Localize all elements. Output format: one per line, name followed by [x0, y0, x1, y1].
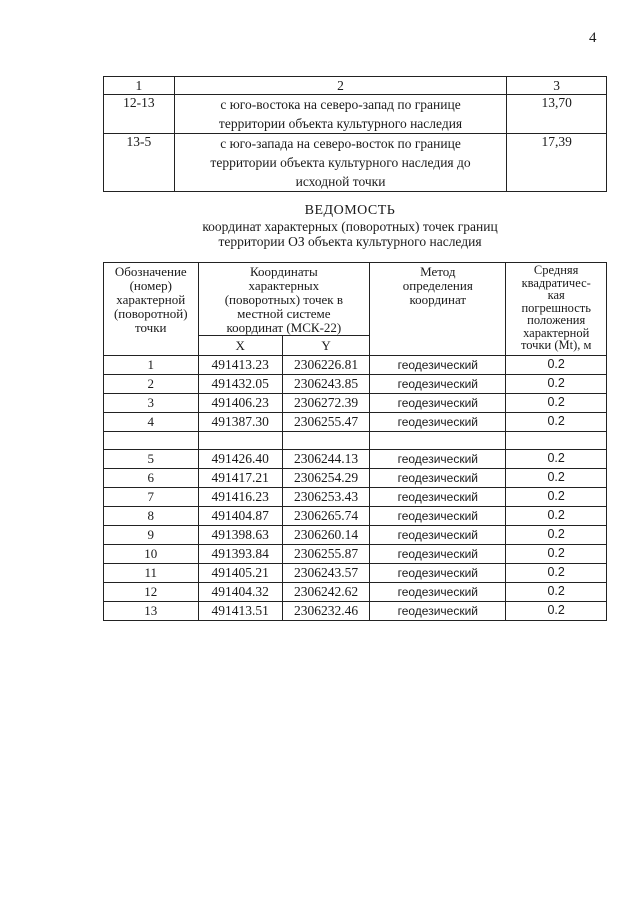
error-value: 0.2 [506, 450, 607, 469]
header-point-designation [104, 263, 199, 356]
table-row [104, 564, 607, 583]
coord-x-value: 491432.05 [198, 375, 282, 394]
method-value: геодезический [370, 394, 506, 413]
header-line: кая [547, 288, 565, 302]
table-row [104, 469, 607, 488]
coord-x-value: 491406.23 [198, 394, 282, 413]
coord-x-value: 491413.23 [198, 356, 282, 375]
error-value: 0.2 [506, 507, 607, 526]
segment-id: 12-13 [104, 95, 175, 134]
error-value: 0.2 [506, 545, 607, 564]
point-number: 12 [104, 583, 199, 602]
coord-y-value: 2306254.29 [282, 469, 369, 488]
table-row [104, 394, 607, 413]
method-value: геодезический [370, 413, 506, 432]
coord-y-value: 2306255.47 [282, 413, 369, 432]
header-line: координат [409, 292, 467, 307]
description-line: с юго-запада на северо-восток по границе [220, 136, 461, 151]
header-line: квадратичес- [521, 275, 591, 290]
header-line: погрешность [521, 300, 591, 315]
point-number: 1 [104, 356, 199, 375]
segment-description [174, 134, 507, 192]
error-value: 0.2 [506, 526, 607, 545]
error-value: 0.2 [506, 602, 607, 621]
table-row [104, 488, 607, 507]
description-line: исходной точки [295, 174, 386, 189]
header-line: Обозначение [114, 264, 187, 279]
coord-x-value: 491393.84 [198, 545, 282, 564]
header-line: Средняя [533, 263, 579, 277]
table-row [104, 526, 607, 545]
method-value: геодезический [370, 583, 506, 602]
coord-y-value: 2306255.87 [282, 545, 369, 564]
column-number-3: 3 [507, 77, 607, 95]
page-number: 4 [589, 30, 597, 46]
description-line: территории объекта культурного наследия до [210, 155, 471, 170]
header-line: точки (Mt), м [520, 338, 592, 352]
coord-y-value: 2306265.74 [282, 507, 369, 526]
method-value: геодезический [370, 450, 506, 469]
header-coordinates [198, 263, 370, 336]
statement-subtitle-line-1: координат характерных (поворотных) точек границ [202, 219, 498, 234]
coord-y-value: 2306272.39 [282, 394, 369, 413]
coord-x-value: 491413.51 [198, 602, 282, 621]
coord-x-value: 491404.87 [198, 507, 282, 526]
coord-y-value: 2306226.81 [282, 356, 369, 375]
method-value: геодезический [370, 488, 506, 507]
point-number: 5 [104, 450, 199, 469]
statement-subtitle-line-2: территории ОЗ объекта культурного наследия [218, 234, 482, 249]
coord-x-value: 491426.40 [198, 450, 282, 469]
method-value: геодезический [370, 469, 506, 488]
method-value: геодезический [370, 526, 506, 545]
coord-x-value: 491416.23 [198, 488, 282, 507]
coord-y-value: 2306243.85 [282, 375, 369, 394]
error-value: 0.2 [506, 469, 607, 488]
header-line: (поворотных) точек в [224, 292, 343, 307]
header-line: (номер) [129, 278, 172, 293]
table-row [104, 375, 607, 394]
column-number-2: 2 [174, 77, 507, 95]
table-row [104, 356, 607, 375]
coord-y-value: 2306253.43 [282, 488, 369, 507]
table-row-spacer [104, 432, 607, 450]
error-value: 0.2 [506, 488, 607, 507]
coord-x-value: 491398.63 [198, 526, 282, 545]
header-line: характерной [523, 325, 590, 340]
point-number: 10 [104, 545, 199, 564]
coord-y-value: 2306244.13 [282, 450, 369, 469]
column-number-1: 1 [104, 77, 175, 95]
header-line: местной системе [237, 306, 331, 321]
empty-cell [370, 432, 506, 450]
point-number: 4 [104, 413, 199, 432]
table-row [104, 583, 607, 602]
point-number: 9 [104, 526, 199, 545]
header-mean-square-error [506, 263, 607, 356]
point-number: 8 [104, 507, 199, 526]
method-value: геодезический [370, 545, 506, 564]
header-line: положения [527, 313, 586, 327]
coord-x-value: 491417.21 [198, 469, 282, 488]
table-row [104, 95, 607, 134]
table-row [104, 450, 607, 469]
boundary-segments-table [103, 76, 607, 192]
header-line: определения [402, 278, 473, 293]
segment-description [174, 95, 507, 134]
coord-y-value: 2306232.46 [282, 602, 369, 621]
point-number: 2 [104, 375, 199, 394]
header-line: (поворотной) [113, 306, 188, 321]
header-line: характерной [116, 292, 186, 307]
description-line: территории объекта культурного наследия [218, 116, 463, 131]
statement-title: ВЕДОМОСТЬ [304, 203, 396, 218]
error-value: 0.2 [506, 583, 607, 602]
point-number: 13 [104, 602, 199, 621]
coord-x-value: 491387.30 [198, 413, 282, 432]
table-header-row [104, 77, 607, 95]
table-row [104, 602, 607, 621]
error-value: 0.2 [506, 394, 607, 413]
header-y: Y [282, 336, 369, 356]
point-number: 11 [104, 564, 199, 583]
table-row [104, 545, 607, 564]
error-value: 0.2 [506, 356, 607, 375]
coord-y-value: 2306243.57 [282, 564, 369, 583]
header-x: X [198, 336, 282, 356]
header-line: Метод [420, 264, 456, 279]
segment-length: 13,70 [507, 95, 607, 134]
method-value: геодезический [370, 602, 506, 621]
coord-x-value: 491405.21 [198, 564, 282, 583]
coord-y-value: 2306260.14 [282, 526, 369, 545]
error-value: 0.2 [506, 413, 607, 432]
error-value: 0.2 [506, 564, 607, 583]
statement-heading [150, 203, 550, 249]
table-row [104, 413, 607, 432]
header-line: координат (МСК-22) [226, 320, 342, 335]
method-value: геодезический [370, 507, 506, 526]
description-line: с юго-востока на северо-запад по границе [220, 97, 461, 112]
empty-cell [506, 432, 607, 450]
table-row [104, 134, 607, 192]
coord-x-value: 491404.32 [198, 583, 282, 602]
method-value: геодезический [370, 564, 506, 583]
point-number: 7 [104, 488, 199, 507]
empty-cell [282, 432, 369, 450]
empty-cell [104, 432, 199, 450]
header-line: характерных [248, 278, 320, 293]
method-value: геодезический [370, 356, 506, 375]
header-line: точки [135, 320, 167, 335]
error-value: 0.2 [506, 375, 607, 394]
header-line: Координаты [249, 264, 318, 279]
table-row [104, 507, 607, 526]
point-number: 3 [104, 394, 199, 413]
segment-id: 13-5 [104, 134, 175, 192]
header-method [370, 263, 506, 356]
method-value: геодезический [370, 375, 506, 394]
point-number: 6 [104, 469, 199, 488]
empty-cell [198, 432, 282, 450]
segment-length: 17,39 [507, 134, 607, 192]
table-header-row [104, 263, 607, 336]
coordinates-table [103, 262, 607, 621]
coord-y-value: 2306242.62 [282, 583, 369, 602]
